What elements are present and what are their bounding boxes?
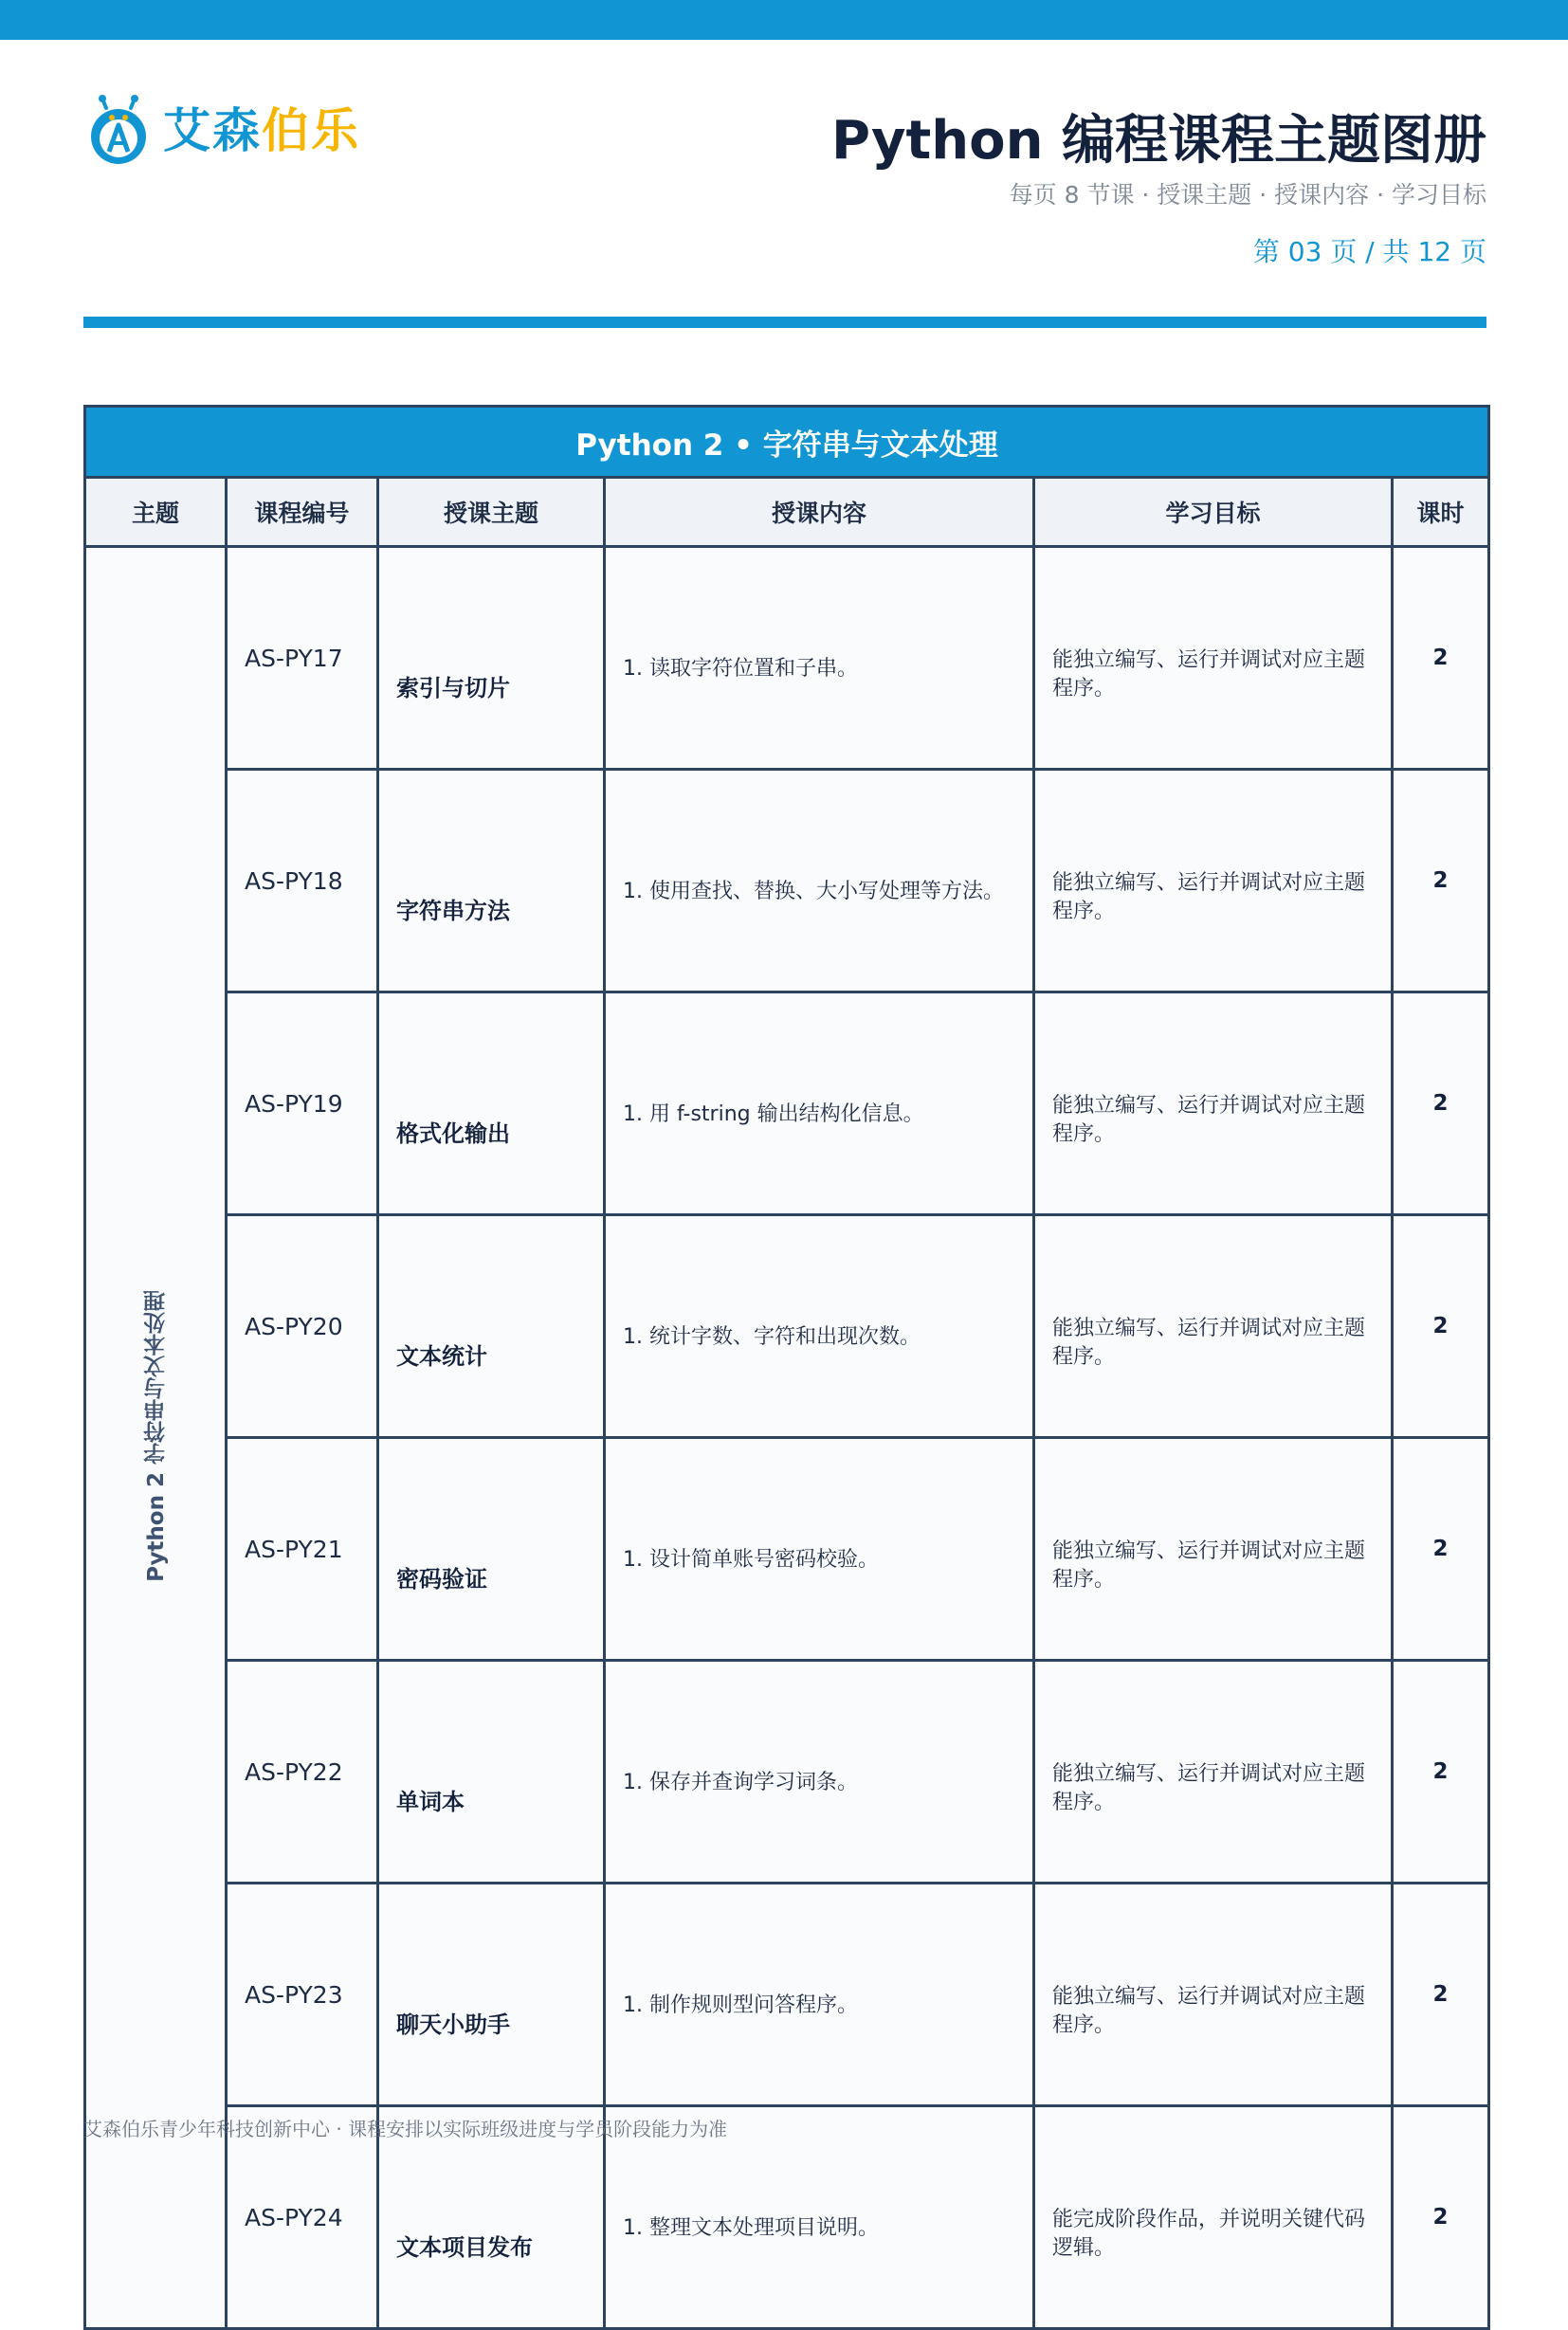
brand-logo bbox=[83, 95, 360, 167]
column-header-hours: 课时 bbox=[1393, 478, 1489, 547]
lesson-hours: 2 bbox=[1393, 1661, 1489, 1884]
lesson-hours: 2 bbox=[1393, 1438, 1489, 1661]
lesson-content: 1. 整理文本处理项目说明。 bbox=[605, 2106, 1034, 2329]
lesson-hours: 2 bbox=[1393, 770, 1489, 992]
lesson-code: AS-PY21 bbox=[227, 1438, 378, 1661]
lesson-code: AS-PY23 bbox=[227, 1884, 378, 2106]
top-color-band bbox=[0, 0, 1568, 40]
document-header bbox=[831, 106, 1486, 269]
lesson-topic: 密码验证 bbox=[378, 1438, 605, 1661]
lesson-topic: 文本项目发布 bbox=[378, 2106, 605, 2329]
lesson-topic: 字符串方法 bbox=[378, 770, 605, 992]
lesson-topic: 格式化输出 bbox=[378, 992, 605, 1215]
table-header-row bbox=[85, 478, 1489, 547]
column-header-goal: 学习目标 bbox=[1034, 478, 1393, 547]
lesson-goal: 能独立编写、运行并调试对应主题程序。 bbox=[1034, 770, 1393, 992]
table-row bbox=[85, 770, 1489, 992]
lesson-code: AS-PY22 bbox=[227, 1661, 378, 1884]
document-subtitle: 每页 8 节课 · 授课主题 · 授课内容 · 学习目标 bbox=[1009, 181, 1486, 209]
lesson-content: 1. 用 f-string 输出结构化信息。 bbox=[605, 992, 1034, 1215]
lesson-topic: 文本统计 bbox=[378, 1215, 605, 1438]
lesson-topic: 聊天小助手 bbox=[378, 1884, 605, 2106]
lesson-goal: 能独立编写、运行并调试对应主题程序。 bbox=[1034, 1661, 1393, 1884]
lesson-code: AS-PY24 bbox=[227, 2106, 378, 2329]
lesson-content: 1. 设计简单账号密码校验。 bbox=[605, 1438, 1034, 1661]
lesson-code: AS-PY18 bbox=[227, 770, 378, 992]
lesson-content: 1. 使用查找、替换、大小写处理等方法。 bbox=[605, 770, 1034, 992]
owl-a-mascot-icon bbox=[83, 95, 154, 167]
lesson-goal: 能独立编写、运行并调试对应主题程序。 bbox=[1034, 1215, 1393, 1438]
page-footer: 艾森伯乐青少年科技创新中心 · 课程安排以实际班级进度与学员阶段能力为准 bbox=[83, 2118, 728, 2140]
lesson-content: 1. 统计字数、字符和出现次数。 bbox=[605, 1215, 1034, 1438]
lesson-content: 1. 制作规则型问答程序。 bbox=[605, 1884, 1034, 2106]
lesson-hours: 2 bbox=[1393, 992, 1489, 1215]
lesson-hours: 2 bbox=[1393, 2106, 1489, 2329]
lesson-content: 1. 保存并查询学习词条。 bbox=[605, 1661, 1034, 1884]
column-header-content: 授课内容 bbox=[605, 478, 1034, 547]
table-row bbox=[85, 547, 1489, 770]
table-row bbox=[85, 992, 1489, 1215]
theme-label: Python 2 字符串与文本处理 bbox=[143, 1289, 169, 1582]
lesson-hours: 2 bbox=[1393, 1215, 1489, 1438]
lesson-code: AS-PY20 bbox=[227, 1215, 378, 1438]
lesson-hours: 2 bbox=[1393, 1884, 1489, 2106]
lesson-topic: 单词本 bbox=[378, 1661, 605, 1884]
lesson-hours: 2 bbox=[1393, 547, 1489, 770]
table-row bbox=[85, 1884, 1489, 2106]
column-header-code: 课程编号 bbox=[227, 478, 378, 547]
lesson-goal: 能独立编写、运行并调试对应主题程序。 bbox=[1034, 1438, 1393, 1661]
lesson-topic: 索引与切片 bbox=[378, 547, 605, 770]
lesson-goal: 能独立编写、运行并调试对应主题程序。 bbox=[1034, 992, 1393, 1215]
lesson-code: AS-PY19 bbox=[227, 992, 378, 1215]
theme-cell bbox=[85, 547, 227, 2329]
table-caption: Python 2 • 字符串与文本处理 bbox=[85, 407, 1489, 478]
page-indicator: 第 03 页 / 共 12 页 bbox=[1252, 236, 1486, 267]
header-divider bbox=[83, 317, 1486, 328]
document-title: Python 编程课程主题图册 bbox=[830, 110, 1486, 172]
table-row bbox=[85, 1438, 1489, 1661]
column-header-theme: 主题 bbox=[85, 478, 227, 547]
column-header-topic: 授课主题 bbox=[378, 478, 605, 547]
lesson-goal: 能独立编写、运行并调试对应主题程序。 bbox=[1034, 547, 1393, 770]
lesson-code: AS-PY17 bbox=[227, 547, 378, 770]
table-row bbox=[85, 1215, 1489, 1438]
course-table bbox=[83, 405, 1490, 2330]
lesson-goal: 能完成阶段作品，并说明关键代码逻辑。 bbox=[1034, 2106, 1393, 2329]
table-row bbox=[85, 1661, 1489, 1884]
brand-name: 艾森伯乐 bbox=[163, 103, 360, 158]
lesson-goal: 能独立编写、运行并调试对应主题程序。 bbox=[1034, 1884, 1393, 2106]
lesson-content: 1. 读取字符位置和子串。 bbox=[605, 547, 1034, 770]
